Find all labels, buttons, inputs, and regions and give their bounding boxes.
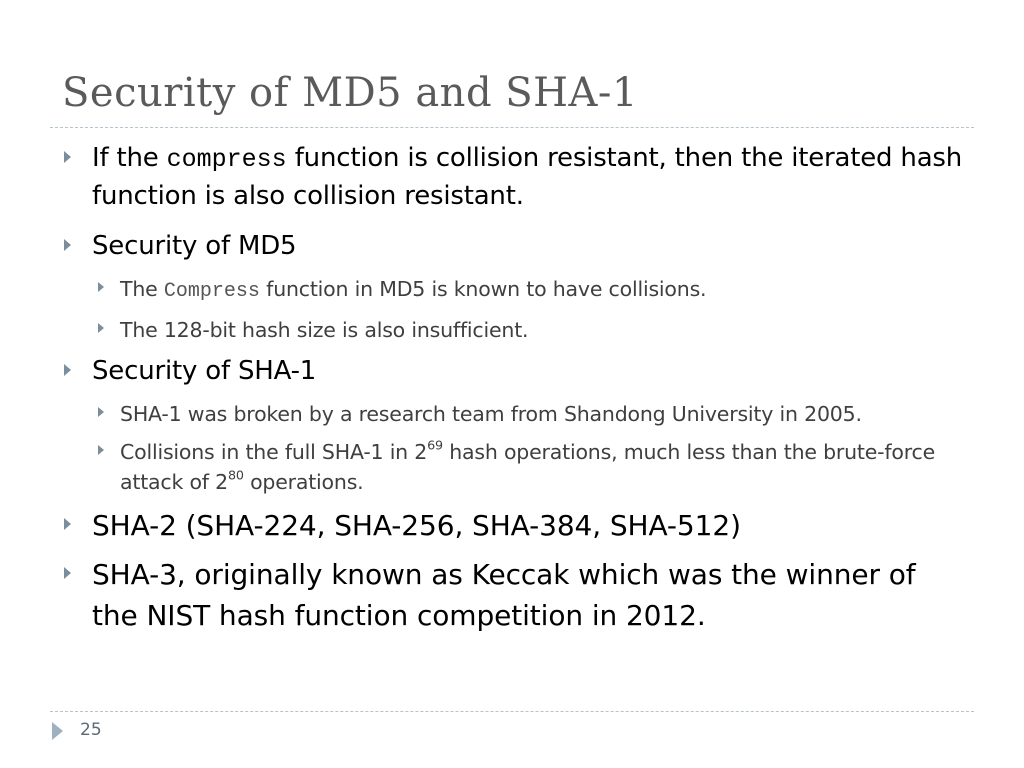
sub-bullet-text-part: hash operations, much less than the brute-force attack of 2 <box>120 440 935 494</box>
footer-divider <box>50 711 974 712</box>
exponent-69: 69 <box>427 437 443 453</box>
sha1-sub-list <box>64 399 964 497</box>
sub-bullet-text <box>120 437 964 497</box>
bullet-list <box>64 140 964 644</box>
bullet-text: Security of SHA-1 <box>92 356 317 386</box>
sub-bullet-sha1-broken <box>98 399 964 429</box>
bullet-text-part: function is collision resistant, then the iterated hash function is also collision resistant. <box>92 143 963 211</box>
sub-bullet-arrow-icon <box>98 282 104 292</box>
sub-bullet-arrow-icon <box>98 323 104 333</box>
sub-bullet-text-part: Collisions in the full SHA-1 in 2 <box>120 440 428 464</box>
sub-bullet-arrow-icon <box>98 407 104 417</box>
footer-triangle-icon <box>52 722 63 740</box>
bullet-arrow-icon <box>64 364 71 376</box>
bullet-arrow-icon <box>64 567 71 579</box>
bullet-arrow-icon <box>64 518 71 530</box>
slide-title: Security of MD5 and SHA-1 <box>62 70 638 116</box>
bullet-sha3 <box>64 554 964 636</box>
exponent-80: 80 <box>227 467 244 483</box>
title-divider <box>50 127 974 128</box>
bullet-text: SHA-3, originally known as Keccak which was the winner of the NIST hash function competition in 2012. <box>92 558 916 632</box>
md5-sub-list <box>64 274 964 345</box>
bullet-text: SHA-2 (SHA-224, SHA-256, SHA-384, SHA-512) <box>92 509 741 542</box>
sub-bullet-text-part: operations. <box>243 470 364 494</box>
bullet-collision <box>64 140 964 215</box>
bullet-security-sha1 <box>64 353 964 390</box>
sub-bullet-text-part: The <box>120 277 164 301</box>
sub-bullet-text-part: function in MD5 is known to have collisions. <box>259 277 707 301</box>
bullet-arrow-icon <box>64 151 71 163</box>
sub-bullet-md5-compress <box>98 274 964 307</box>
code-compress-md5: Compress <box>163 280 260 303</box>
sub-bullet-text: SHA-1 was broken by a research team from Shandong University in 2005. <box>120 402 862 426</box>
code-compress: compress <box>166 145 287 174</box>
sub-bullet-text <box>120 274 706 307</box>
bullet-sha2 <box>64 505 964 546</box>
sub-bullet-md5-hash-size <box>98 315 964 345</box>
bullet-text <box>92 140 964 215</box>
bullet-arrow-icon <box>64 239 71 251</box>
bullet-security-md5 <box>64 228 964 265</box>
sub-bullet-sha1-collisions <box>98 437 964 497</box>
page-number: 25 <box>80 720 102 740</box>
bullet-text: Security of MD5 <box>92 231 297 261</box>
sub-bullet-arrow-icon <box>98 445 104 455</box>
sub-bullet-text: The 128-bit hash size is also insufficient. <box>120 318 529 342</box>
bullet-text-part: If the <box>92 143 167 173</box>
